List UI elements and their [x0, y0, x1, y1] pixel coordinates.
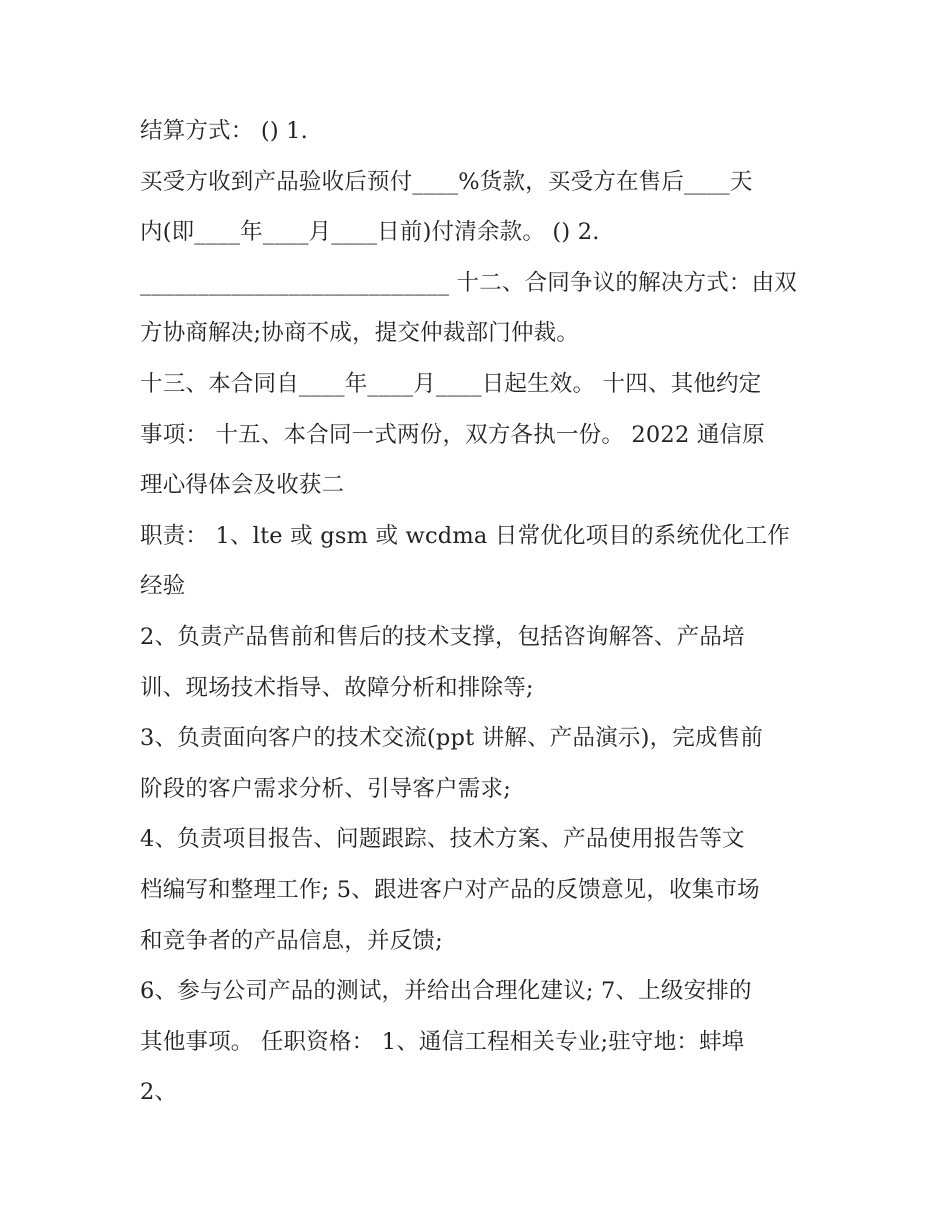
text-line: 职责： 1、lte 或 gsm 或 wcdma 日常优化项目的系统优化工作: [140, 522, 790, 549]
text-line: 阶段的客户需求分析、引导客户需求;: [140, 775, 511, 802]
text-line: 2、负责产品售前和售后的技术支撑，包括咨询解答、产品培: [140, 623, 745, 650]
text-line: 结算方式： () 1.: [140, 118, 309, 144]
text-line: 其他事项。 任职资格： 1、通信工程相关专业;驻守地：蚌埠: [140, 1028, 745, 1055]
text-line: 事项： 十五、本合同一式两份，双方各执一份。 2022 通信原: [140, 421, 765, 448]
text-line: 理心得体会及收获二: [140, 472, 345, 499]
text-line: 3、负责面向客户的技术交流(ppt 讲解、产品演示)，完成售前: [140, 725, 764, 752]
text-line: ___________________________ 十二、合同争议的解决方式：由双: [140, 269, 798, 296]
text-line: 6、参与公司产品的测试，并给出合理化建议; 7、上级安排的: [140, 978, 752, 1005]
text-line: 档编写和整理工作; 5、跟进客户对产品的反馈意见，收集市场: [140, 876, 760, 903]
text-line: 内(即____年____月____日前)付清余款。 () 2.: [140, 219, 600, 246]
text-line: 经验: [140, 573, 186, 600]
document-body: [140, 106, 820, 1118]
text-line: 4、负责项目报告、问题跟踪、技术方案、产品使用报告等文: [140, 826, 745, 853]
text-line: 训、现场技术指导、故障分析和排除等;: [140, 674, 534, 701]
text-line: 2、: [140, 1079, 178, 1106]
text-line: 十三、本合同自____年____月____日起生效。 十四、其他约定: [140, 370, 762, 397]
text-line: 买受方收到产品验收后预付____%货款，买受方在售后____天: [140, 168, 753, 195]
text-line: 方协商解决;协商不成，提交仲裁部门仲裁。: [140, 320, 580, 347]
text-line: 和竞争者的产品信息，并反馈;: [140, 927, 443, 954]
